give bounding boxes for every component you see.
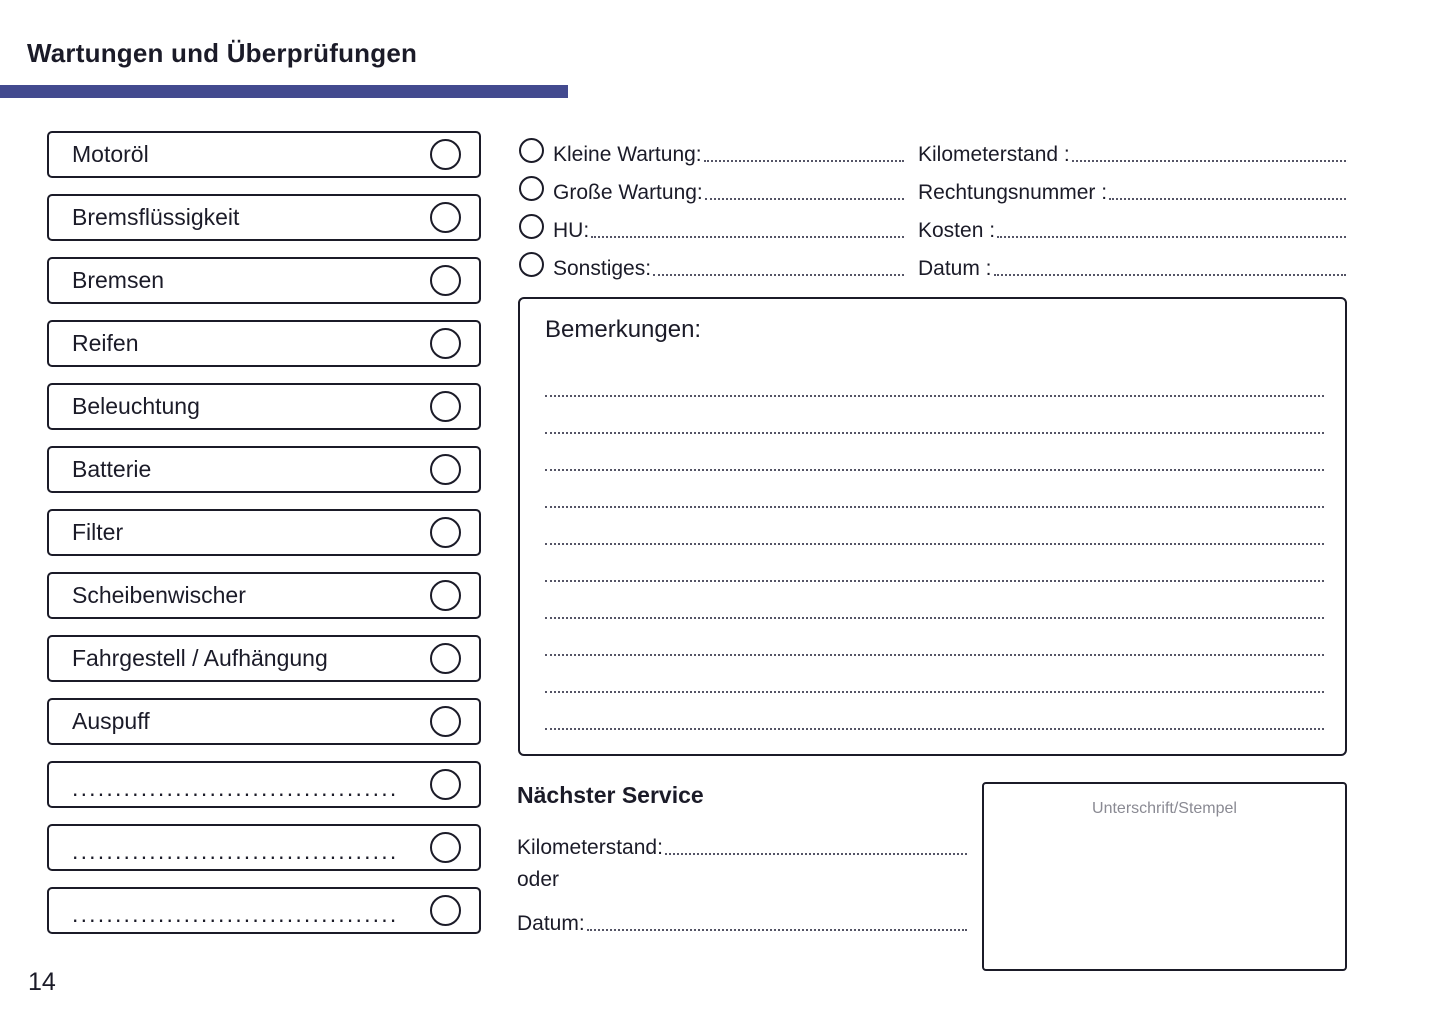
- service-type-label: Sonstiges:: [553, 257, 652, 280]
- invoice-field-input[interactable]: [1072, 159, 1346, 162]
- invoice-field-label: Datum :: [918, 257, 992, 280]
- remarks-line[interactable]: [545, 508, 1324, 545]
- invoice-field-label: Kosten :: [918, 219, 996, 242]
- checklist-item-label: Motoröl: [72, 141, 149, 167]
- invoice-field-input[interactable]: [994, 273, 1346, 276]
- checklist-item[interactable]: [47, 446, 481, 493]
- checklist-item[interactable]: [47, 320, 481, 367]
- service-type-input[interactable]: [705, 197, 904, 200]
- checklist-item-label: Scheibenwischer: [72, 582, 246, 608]
- service-type-label: Kleine Wartung:: [553, 143, 702, 166]
- service-type-input[interactable]: [591, 235, 904, 238]
- checkbox-circle-icon[interactable]: [430, 139, 461, 170]
- page-title: Wartungen und Überprüfungen: [27, 38, 418, 68]
- checklist-item[interactable]: [47, 383, 481, 430]
- signature-stamp-label: Unterschrift/Stempel: [1092, 800, 1237, 817]
- remarks-line[interactable]: [545, 693, 1324, 730]
- checkbox-circle-icon[interactable]: [430, 391, 461, 422]
- signature-stamp-box[interactable]: [982, 782, 1347, 971]
- radio-circle-icon[interactable]: [519, 176, 544, 201]
- service-type-row[interactable]: [519, 130, 904, 168]
- checklist-item-label: Fahrgestell / Aufhängung: [72, 645, 328, 671]
- service-type-row[interactable]: [519, 168, 904, 206]
- checklist-item-blank[interactable]: [47, 887, 481, 934]
- checklist-item-blank-line[interactable]: ......................................: [72, 775, 399, 801]
- checkbox-circle-icon[interactable]: [430, 202, 461, 233]
- remarks-line[interactable]: [545, 434, 1324, 471]
- invoice-field-row[interactable]: [918, 244, 1346, 282]
- checklist-item-label: Bremsen: [72, 267, 165, 293]
- checklist-item[interactable]: [47, 635, 481, 682]
- invoice-field-row[interactable]: [918, 168, 1346, 206]
- checklist-item-label: Batterie: [72, 456, 152, 482]
- page-number: 14: [28, 968, 56, 996]
- checklist-item-label: Reifen: [72, 330, 139, 356]
- remarks-line[interactable]: [545, 582, 1324, 619]
- checkbox-circle-icon[interactable]: [430, 328, 461, 359]
- service-type-label: Große Wartung:: [553, 181, 703, 204]
- checkbox-circle-icon[interactable]: [430, 895, 461, 926]
- checkbox-circle-icon[interactable]: [430, 265, 461, 296]
- checklist-item-label: Bremsflüssigkeit: [72, 204, 240, 230]
- service-type-row[interactable]: [519, 206, 904, 244]
- checkbox-circle-icon[interactable]: [430, 580, 461, 611]
- invoice-field-row[interactable]: [918, 206, 1346, 244]
- remarks-line[interactable]: [545, 545, 1324, 582]
- service-type-label: HU:: [553, 219, 590, 242]
- checkbox-circle-icon[interactable]: [430, 643, 461, 674]
- invoice-field-row[interactable]: [918, 130, 1346, 168]
- next-service-title: Nächster Service: [517, 782, 704, 808]
- checkbox-circle-icon[interactable]: [430, 517, 461, 548]
- next-service-or-label: oder: [517, 868, 560, 891]
- remarks-line[interactable]: [545, 397, 1324, 434]
- next-service-mileage-label: Kilometerstand:: [517, 836, 663, 859]
- checklist-item-blank[interactable]: [47, 761, 481, 808]
- checkbox-circle-icon[interactable]: [430, 706, 461, 737]
- checklist-item[interactable]: [47, 572, 481, 619]
- checklist-item[interactable]: [47, 257, 481, 304]
- service-type-row[interactable]: [519, 244, 904, 282]
- checklist-item-blank-line[interactable]: ......................................: [72, 838, 399, 864]
- checkbox-circle-icon[interactable]: [430, 454, 461, 485]
- remarks-line[interactable]: [545, 471, 1324, 508]
- checklist-item[interactable]: [47, 131, 481, 178]
- invoice-field-label: Kilometerstand :: [918, 143, 1070, 166]
- checklist-item[interactable]: [47, 698, 481, 745]
- next-service-date-input[interactable]: [587, 928, 967, 931]
- checklist-item-label: Beleuchtung: [72, 393, 200, 419]
- invoice-field-input[interactable]: [997, 235, 1346, 238]
- next-service-section: [517, 782, 967, 937]
- invoice-field-group: [918, 130, 1346, 282]
- checklist-item[interactable]: [47, 194, 481, 241]
- checkbox-circle-icon[interactable]: [430, 832, 461, 863]
- checklist: [47, 131, 481, 950]
- checklist-item[interactable]: [47, 509, 481, 556]
- next-service-date-row[interactable]: [517, 899, 967, 937]
- checkbox-circle-icon[interactable]: [430, 769, 461, 800]
- invoice-field-input[interactable]: [1109, 197, 1346, 200]
- checklist-item-label: Auspuff: [72, 708, 150, 734]
- next-service-date-label: Datum:: [517, 912, 585, 935]
- invoice-field-label: Rechtungsnummer :: [918, 181, 1108, 204]
- radio-circle-icon[interactable]: [519, 252, 544, 277]
- next-service-mileage-input[interactable]: [665, 852, 967, 855]
- remarks-title: Bemerkungen:: [545, 316, 702, 343]
- checklist-item-blank-line[interactable]: ......................................: [72, 901, 399, 927]
- remarks-line[interactable]: [545, 619, 1324, 656]
- service-type-group: [519, 130, 904, 282]
- service-type-input[interactable]: [653, 273, 904, 276]
- checklist-item-blank[interactable]: [47, 824, 481, 871]
- remarks-box: [518, 297, 1347, 756]
- title-divider: [0, 85, 568, 98]
- remarks-line[interactable]: [545, 360, 1324, 397]
- radio-circle-icon[interactable]: [519, 138, 544, 163]
- remarks-line[interactable]: [545, 656, 1324, 693]
- radio-circle-icon[interactable]: [519, 214, 544, 239]
- next-service-mileage-row[interactable]: [517, 823, 967, 861]
- service-type-input[interactable]: [704, 159, 904, 162]
- checklist-item-label: Filter: [72, 519, 124, 545]
